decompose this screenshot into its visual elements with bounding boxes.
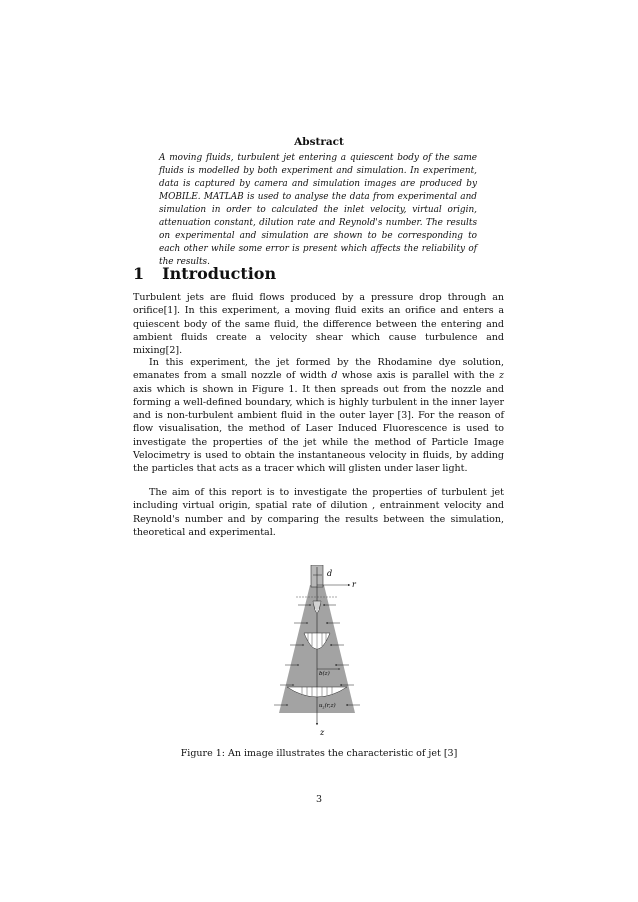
paragraph-1: Turbulent jets are fluid flows produced by a pressure drop through an orifice[1]. In this experiment, a moving fluid exits an orifice and enters a quiescent body of the same fluid, the difference between the entering and ambient fluids create a velocity shear which cause turbulence and mixing[2]. bbox=[133, 292, 504, 357]
nozzle-width-symbol: d bbox=[331, 370, 338, 382]
figure-label-b: b(z) bbox=[319, 671, 330, 677]
figure-label-u bbox=[319, 702, 336, 710]
paragraph-2-text-b: whose axis is parallel with the bbox=[337, 370, 499, 382]
figure-label-d: d bbox=[327, 569, 333, 578]
paragraph-2 bbox=[133, 356, 504, 476]
section-number: 1 bbox=[133, 264, 145, 283]
paragraph-3: The aim of this report is to investigate the properties of turbulent jet including virtual origin, spatial rate of dilution , entrainment velocity and Reynold's number and by comparing the results between the simulation, theoretical and experimental. bbox=[133, 487, 504, 538]
z-axis-symbol: z bbox=[498, 370, 504, 382]
jet-figure bbox=[270, 565, 370, 745]
figure-label-z: z bbox=[320, 728, 325, 737]
figure-label-u-main: u bbox=[319, 703, 323, 709]
abstract-body: A moving fluids, turbulent jet entering a quiescent body of the same fluids is modelled by both experiment and simulation. In experiment, data is captured by camera and simulation images are produced by MOBILE. MATLAB is used to analyse the data from experimental and simulation in order to calculated the inlet velocity, virtual origin, attenuation constant, dilution rate and Reynold's number. The results on experimental and simulation are shown to be corresponding to each other while some error is present which affects the reliability of the results. bbox=[159, 153, 477, 267]
abstract-title: Abstract bbox=[294, 136, 344, 148]
section-heading bbox=[133, 264, 276, 283]
paragraph-2-text-a: In this experiment, the jet formed by the Rhodamine dye solution, emanates from a small nozzle of width bbox=[133, 357, 504, 382]
page-number: 3 bbox=[315, 794, 323, 805]
section-title: Introduction bbox=[162, 264, 277, 283]
figure-label-u-sub: z bbox=[322, 704, 325, 710]
paragraph-2-text-c: axis which is shown in Figure 1. It then spreads out from the nozzle and forming a well-defined boundary, which is highly turbulent in the inner layer and is non-turbulent ambient fluid in the outer layer [3]. For the reason of flow visualisation, the method of Laser Induced Fluorescence is used to investigate the properties of the jet while the method of Particle Image Velocimetry is used to obtain the instantaneous velocity in fluids, by adding the particles that acts as a tracer which will glisten under laser light. bbox=[133, 383, 504, 475]
figure-label-r: r bbox=[352, 580, 356, 589]
figure-caption: Figure 1: An image illustrates the characteristic of jet [3] bbox=[180, 748, 458, 759]
figure-label-u-args: (r,z) bbox=[324, 703, 336, 709]
